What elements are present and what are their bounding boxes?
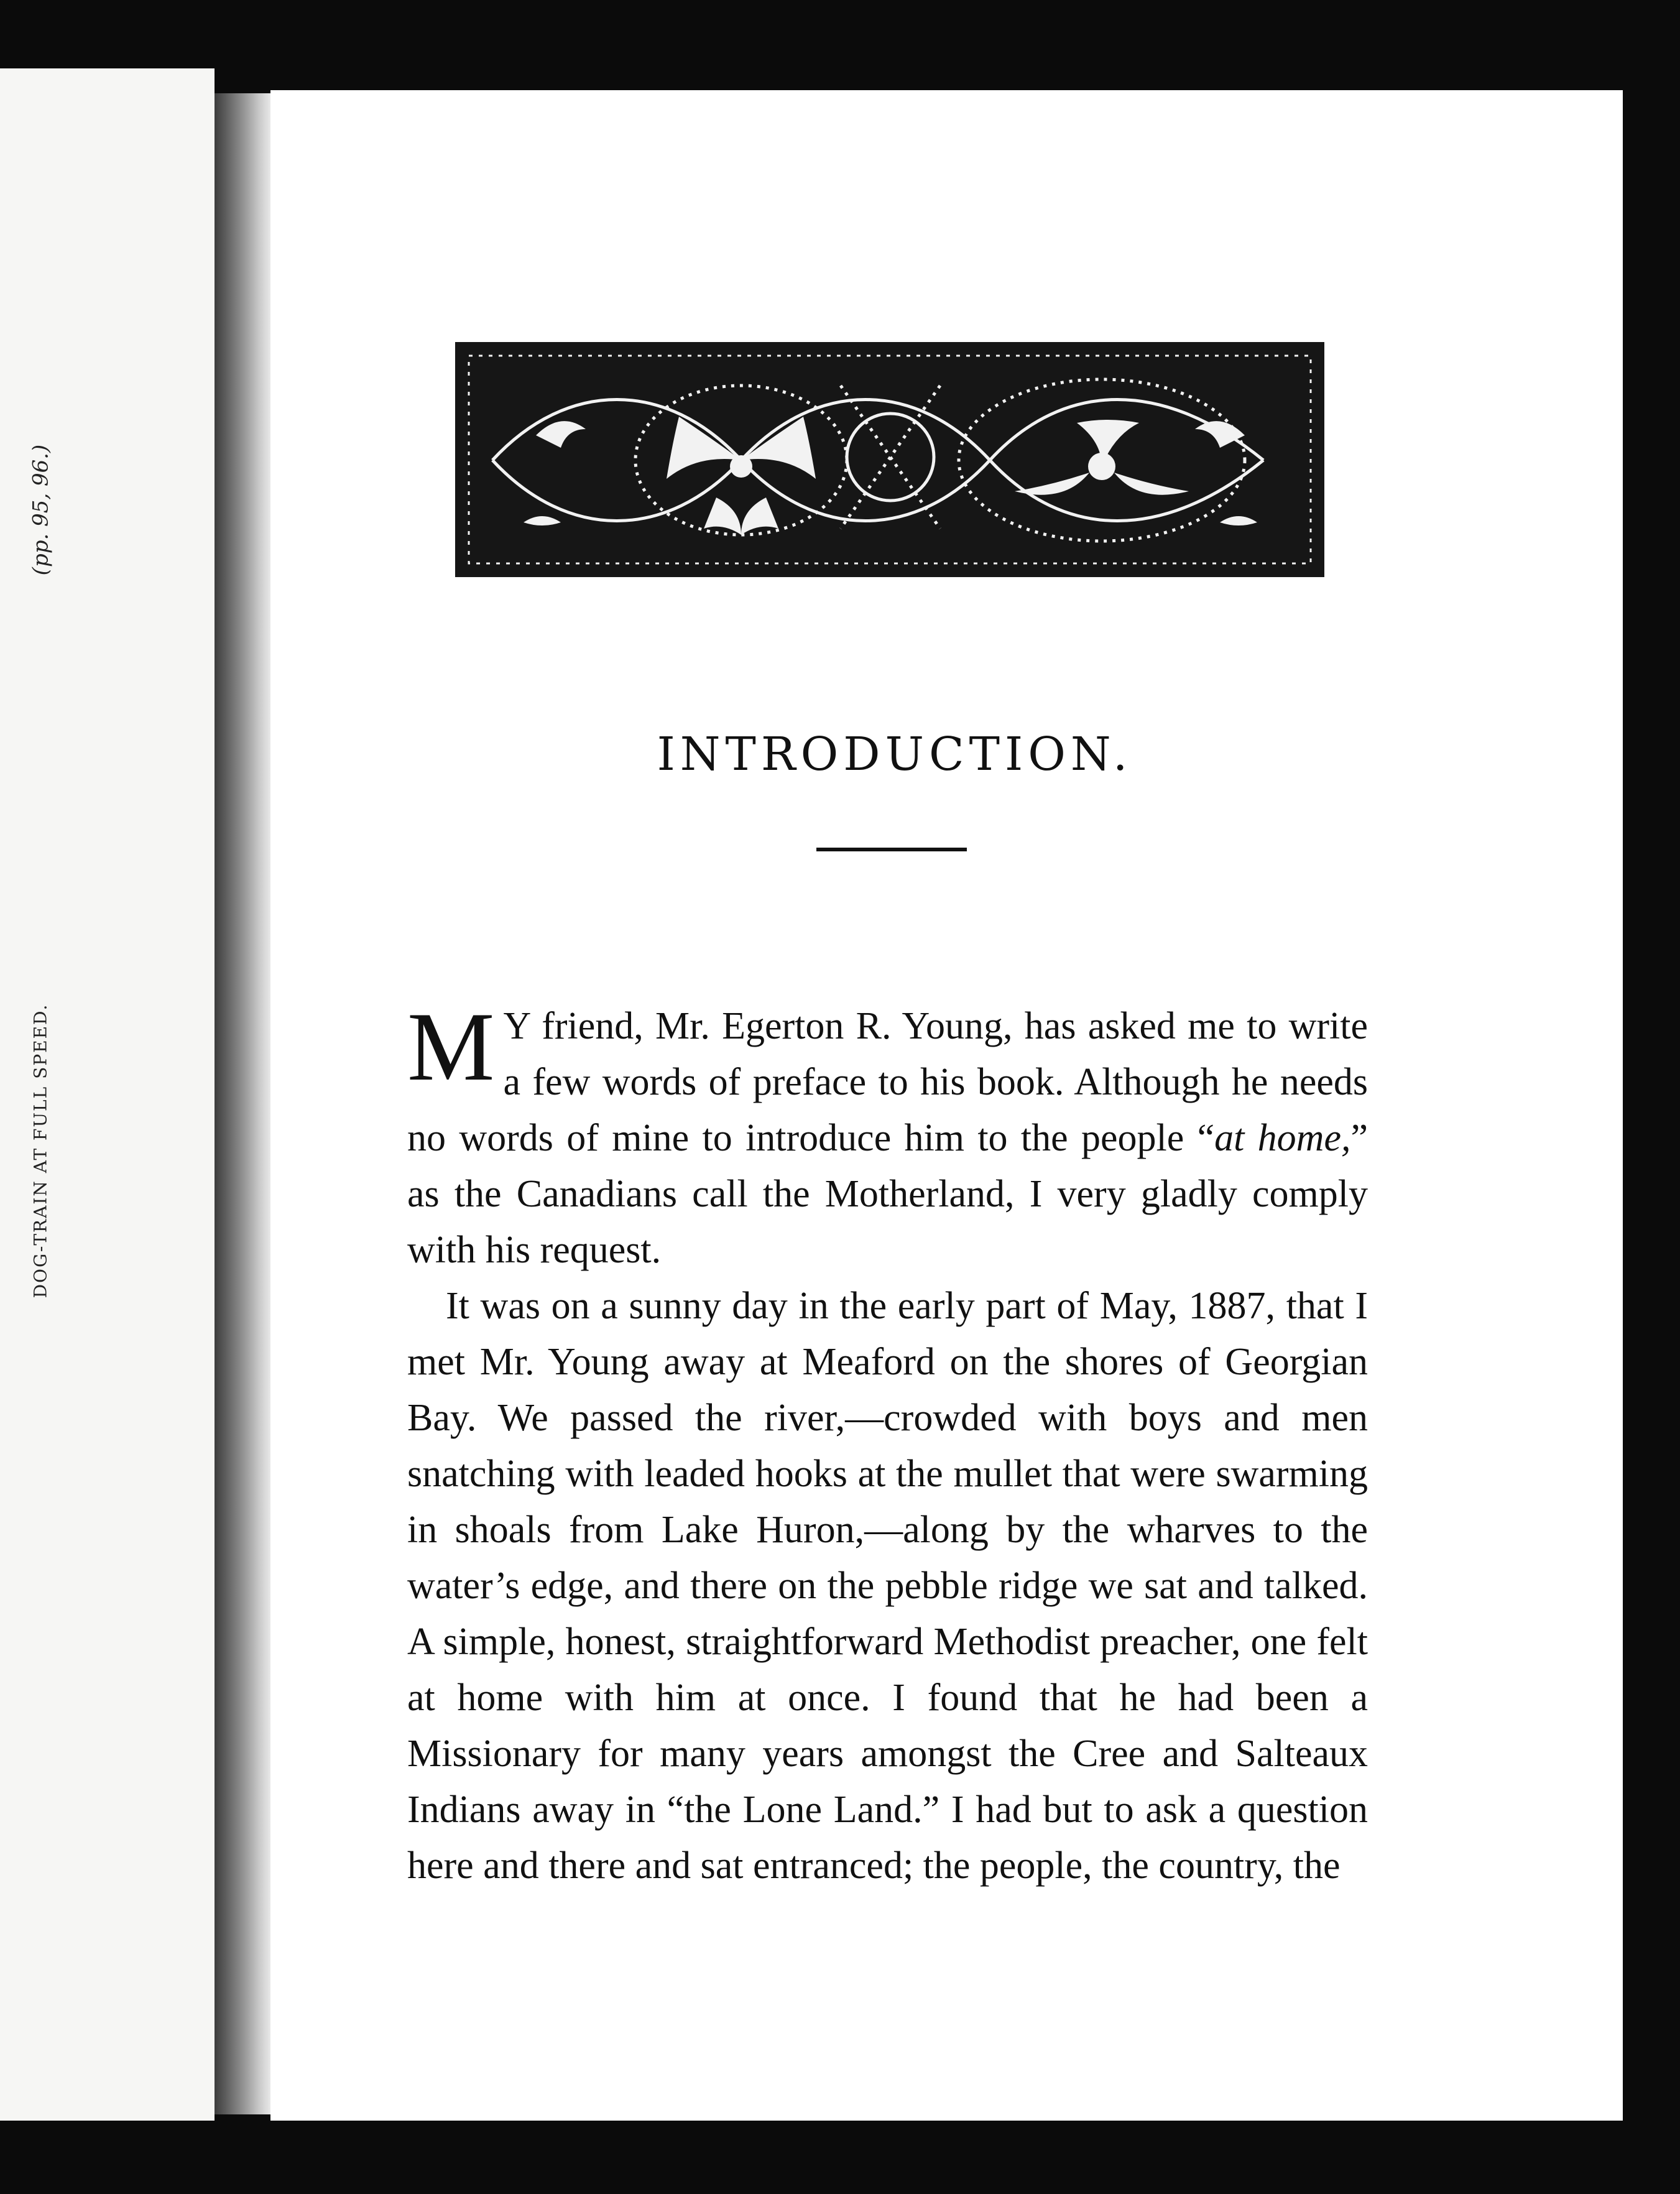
paragraph-2: It was on a sunny day in the early part of May, 1887, that I met Mr. Young away at Meaford on the shores of Georgian Bay. We passed the river,—crowded with boys and men snatching with leaded hooks at the mullet that were swarming in shoals from Lake Huron,—along by the wharves to the water’s edge, and there on the pebble ridge we sat and talked. A simple, honest, straightforward Methodist preacher, one felt at home with him at once. I found that he had been a Missionary for many years amongst the Cree and Salteaux Indians away in “the Lone Land.” I had but to ask a question here and there and sat entranced; the people, the country, the [407,1285,1368,1887]
paragraph-1 [407,993,1368,1278]
plate-caption: DOG-TRAIN AT FULL SPEED. [30,1003,51,1298]
drop-cap-letter: M [407,993,495,1101]
title-rule-divider [816,848,967,851]
paragraph-1-text-after: ” as the Canadians call the Motherland, I very gladly comply with his request. [407,1117,1368,1271]
page-reference: (pp. 95, 96.) [28,444,53,576]
left-facing-page [0,68,215,2121]
paragraph-1-text-before: Y friend, Mr. Egerton R. Young, has asked me to write a few words of preface to his book. Although he needs no words of mine to introduce him to the people “ [407,1005,1368,1159]
page-title: INTRODUCTION. [657,728,1133,781]
book-page [270,90,1623,2121]
paragraph-1-italic-phrase: at home, [1214,1117,1351,1159]
book-gutter-shadow [215,93,270,2114]
decorative-headpiece-ornament [455,342,1324,577]
body-text [407,993,1368,1894]
